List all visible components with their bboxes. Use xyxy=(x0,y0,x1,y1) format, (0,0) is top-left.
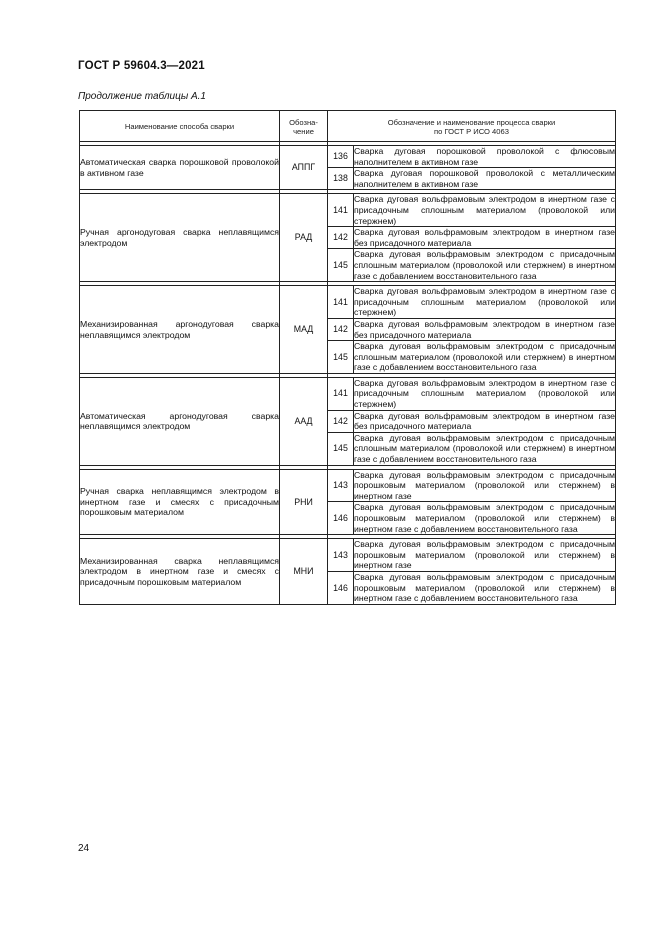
process-code-cell: 142 xyxy=(328,410,354,432)
method-name-cell: Ручная аргонодуговая сварка неплавящимся электродом xyxy=(80,194,280,282)
process-description-cell: Сварка дуговая вольфрамовым электродом с присадочным порошковым материалом (проволокой или стержнем) в инертном газе с добавлением восстановительного газа xyxy=(354,502,615,534)
header-abbr: Обозна- чение xyxy=(280,111,328,142)
process-code-cell: 143 xyxy=(328,539,354,572)
process-code-cell: 145 xyxy=(328,432,354,465)
process-code-cell: 142 xyxy=(328,318,354,340)
table-continuation-caption: Продолжение таблицы А.1 xyxy=(78,91,206,102)
process-code-cell: 145 xyxy=(328,341,354,374)
process-description-cell: Сварка дуговая вольфрамовым электродом с присадочным сплошным материалом (проволокой или стержнем) в инертном газе с добавлением восстановительного газа xyxy=(354,249,615,281)
process-code-cell: 136 xyxy=(328,146,354,168)
process-description-cell: Сварка дуговая вольфрамовым электродом в инертном газе без присадочного материала xyxy=(354,227,615,248)
header-process: Обозначение и наименование процесса сварки по ГОСТ Р ИСО 4063 xyxy=(328,111,616,142)
table-body xyxy=(80,142,616,605)
process-code-cell: 141 xyxy=(328,286,354,319)
table-header-row xyxy=(80,111,616,142)
process-code-cell: 143 xyxy=(328,469,354,502)
process-description-cell: Сварка дуговая порошковой проволокой с металлическим наполнителем в активном газе xyxy=(354,168,615,189)
method-name-cell: Ручная сварка неплавящимся электродом в инертном газе и смесях с присадочным порошковым материалом xyxy=(80,469,280,535)
method-name-cell: Механизированная сварка неплавящимся электродом в инертном газе и смесях с присадочным порошковым материалом xyxy=(80,539,280,605)
method-abbr-cell: АППГ xyxy=(280,146,328,190)
process-description-cell: Сварка дуговая вольфрамовым электродом в инертном газе без присадочного материала xyxy=(354,318,615,340)
process-description-cell: Сварка дуговая вольфрамовым электродом в инертном газе без присадочного материала xyxy=(354,410,615,432)
process-code-cell: 146 xyxy=(328,571,354,604)
method-abbr-cell: РНИ xyxy=(280,469,328,535)
table-row xyxy=(80,539,616,572)
process-code-cell: 146 xyxy=(328,502,354,535)
process-description-cell: Сварка дуговая вольфрамовым электродом с присадочным порошковым материалом (проволокой или стержнем) в инертном газе с добавлением восстановительного газа xyxy=(354,571,615,604)
process-description-cell: Сварка дуговая вольфрамовым электродом с присадочным порошковым материалом (проволокой или стержнем) в инертном газе xyxy=(354,469,615,501)
process-description-cell: Сварка дуговая вольфрамовым электродом в инертном газе с присадочным сплошным материалом (проволокой или стержнем) xyxy=(354,286,615,318)
process-description-cell: Сварка дуговая вольфрамовым электродом с присадочным сплошным материалом (проволокой или стержнем) в инертном газе с добавлением восстановительного газа xyxy=(354,341,615,373)
method-abbr-cell: МАД xyxy=(280,286,328,374)
process-description-cell: Сварка дуговая вольфрамовым электродом в инертном газе с присадочным сплошным материалом (проволокой или стержнем) xyxy=(354,377,615,410)
method-abbr-cell: РАД xyxy=(280,194,328,282)
process-description-cell: Сварка дуговая порошковой проволокой с флюсовым наполнителем в активном газе xyxy=(354,146,615,167)
table-row xyxy=(80,194,616,227)
header-method: Наименование способа сварки xyxy=(80,111,280,142)
process-code-cell: 142 xyxy=(328,227,354,249)
page-number: 24 xyxy=(78,843,90,854)
process-code-cell: 138 xyxy=(328,168,354,190)
table-row xyxy=(80,146,616,168)
process-description-cell: Сварка дуговая вольфрамовым электродом в инертном газе с присадочным сплошным материалом (проволокой или стержнем) xyxy=(354,194,615,226)
process-code-cell: 141 xyxy=(328,377,354,410)
method-name-cell: Механизированная аргонодуговая сварка неплавящимся электродом xyxy=(80,286,280,374)
welding-methods-table xyxy=(79,110,616,605)
method-abbr-cell: ААД xyxy=(280,377,328,465)
table-row xyxy=(80,286,616,319)
process-description-cell: Сварка дуговая вольфрамовым электродом с присадочным сплошным материалом (проволокой или стержнем) в инертном газе с добавлением восстановительного газа xyxy=(354,432,615,465)
process-code-cell: 141 xyxy=(328,194,354,227)
method-name-cell: Автоматическая сварка порошковой проволокой в активном газе xyxy=(80,146,280,190)
process-code-cell: 145 xyxy=(328,249,354,282)
table-row xyxy=(80,469,616,502)
method-name-cell: Автоматическая аргонодуговая сварка неплавящимся электродом xyxy=(80,377,280,465)
method-abbr-cell: МНИ xyxy=(280,539,328,605)
table-row xyxy=(80,377,616,410)
document-code: ГОСТ Р 59604.3—2021 xyxy=(78,60,205,72)
process-description-cell: Сварка дуговая вольфрамовым электродом с присадочным порошковым материалом (проволокой или стержнем) в инертном газе xyxy=(354,539,615,571)
